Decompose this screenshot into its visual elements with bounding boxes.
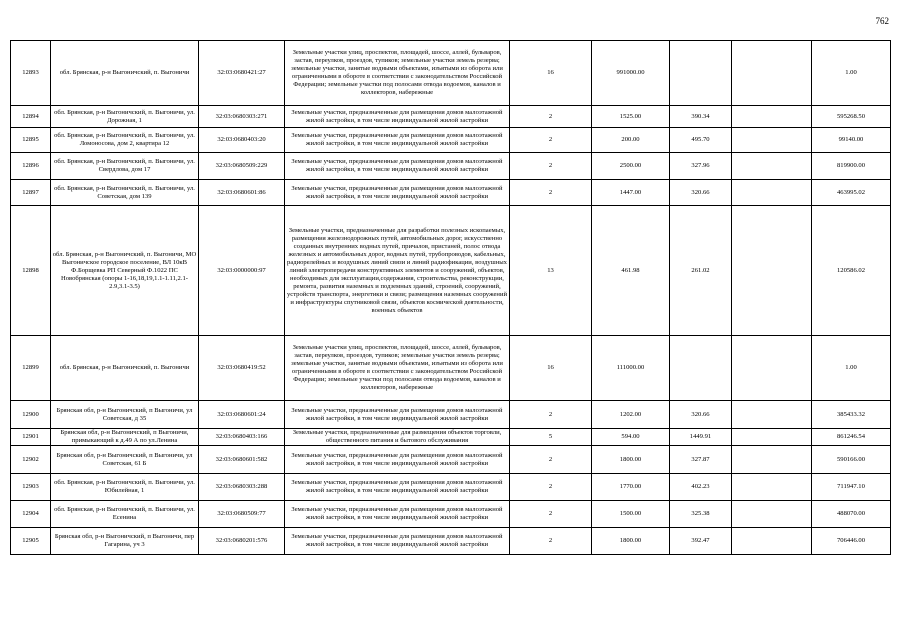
- cadastral-value-table: [10, 40, 891, 555]
- cadastral-value-cell: 861246.54: [812, 429, 891, 446]
- cadastral-number-cell: 32:03:0680403:20: [199, 128, 285, 153]
- address-cell: обл. Брянская, р-н Выгоничский, п. Выгоничи, МО Выгоничское городское поселение, ВЛ 10кВ Ф.Борщевка РП Северный Ф.1022 ПС Новобрянская (опоры 1-16,18,19,1.1-1.11,2.1-2.9,3.1-3.5): [51, 206, 199, 336]
- row-number: 12901: [11, 429, 51, 446]
- address-cell: обл. Брянская, р-н Выгоничский, п. Выгоничи, ул. Есенина: [51, 501, 199, 528]
- area-cell: 1770.00: [592, 474, 670, 501]
- cadastral-number-cell: 32:03:0680403:166: [199, 429, 285, 446]
- land-use-cell: Земельные участки, предназначенные для размещения объектов торговли, общественного питания и бытового обслуживания: [285, 429, 510, 446]
- cadastral-number-cell: 32:03:0680601:86: [199, 180, 285, 206]
- group-cell: 2: [510, 501, 592, 528]
- page-number: 762: [875, 16, 889, 26]
- area-cell: 461.98: [592, 206, 670, 336]
- table-row: [11, 106, 891, 128]
- specific-value-cell: 495.70: [670, 128, 732, 153]
- group-cell: 2: [510, 153, 592, 180]
- table-row: [11, 336, 891, 401]
- row-number: 12897: [11, 180, 51, 206]
- land-use-cell: Земельные участки улиц, проспектов, площадей, шоссе, аллей, бульваров, застав, переулков, проездов, тупиков; земельные участки земель резерва; земельные участки, занятые водными объектами, изъятыми из оборота или ограниченными в обороте в соответствии с законодательством Российской Федерации; земельные участки под полосами отвода водоемов, каналов и коллекторов, набережные: [285, 41, 510, 106]
- area-cell: 1202.00: [592, 401, 670, 429]
- table-row: [11, 180, 891, 206]
- cadastral-value-cell: 590166.00: [812, 446, 891, 474]
- land-use-cell: Земельные участки, предназначенные для размещения домов малоэтажной жилой застройки, в том числе индивидуальной жилой застройки: [285, 106, 510, 128]
- cadastral-number-cell: 32:03:0680419:52: [199, 336, 285, 401]
- address-cell: Брянская обл, р-н Выгоничский, п Выгоничи, ул Советская, 61 Б: [51, 446, 199, 474]
- address-cell: обл. Брянская, р-н Выгоничский, п. Выгоничи: [51, 41, 199, 106]
- area-cell: 200.00: [592, 128, 670, 153]
- row-number: 12904: [11, 501, 51, 528]
- area-cell: 1800.00: [592, 528, 670, 555]
- table-row: [11, 153, 891, 180]
- row-number: 12900: [11, 401, 51, 429]
- area-cell: 1447.00: [592, 180, 670, 206]
- empty-cell: [732, 153, 812, 180]
- group-cell: 2: [510, 180, 592, 206]
- group-cell: 16: [510, 336, 592, 401]
- group-cell: 5: [510, 429, 592, 446]
- empty-cell: [732, 501, 812, 528]
- table-row: [11, 206, 891, 336]
- group-cell: 16: [510, 41, 592, 106]
- cadastral-value-cell: 819900.00: [812, 153, 891, 180]
- cadastral-value-cell: 706446.00: [812, 528, 891, 555]
- address-cell: обл. Брянская, р-н Выгоничский, п. Выгоничи, ул. Ломоносова, дом 2, квартира 12: [51, 128, 199, 153]
- cadastral-value-cell: 488070.00: [812, 501, 891, 528]
- land-use-cell: Земельные участки, предназначенные для размещения домов малоэтажной жилой застройки, в том числе индивидуальной жилой застройки: [285, 474, 510, 501]
- specific-value-cell: 325.38: [670, 501, 732, 528]
- land-use-cell: Земельные участки, предназначенные для разработки полезных ископаемых, размещения железнодорожных путей, автомобильных дорог, искусственно созданных внутренних водных путей, причалов, пристаней, полос отвода железных и автомобильных дорог, водных путей, трубопроводов, кабельных, радиорелейных и воздушных линий связи и линий радиофикации, воздушных линий электропередачи конструктивных элементов и сооружений, объектов, необходимых для эксплуатации,содержания, строительства, реконструкции, ремонта, развития наземных и подземных зданий, строений, сооружений, устройств транспорта, энергетики и связи; размещения наземных сооружений и инфраструктуры спутниковой связи, объектов космической деятельности, военных объектов: [285, 206, 510, 336]
- empty-cell: [732, 206, 812, 336]
- specific-value-cell: [670, 41, 732, 106]
- cadastral-value-cell: 120586.02: [812, 206, 891, 336]
- table-row: [11, 128, 891, 153]
- table-row: [11, 446, 891, 474]
- group-cell: 2: [510, 474, 592, 501]
- address-cell: Брянская обл, р-н Выгоничский, п Выгоничи, пер Гагарина, уч 3: [51, 528, 199, 555]
- group-cell: 2: [510, 401, 592, 429]
- table-row: [11, 429, 891, 446]
- cadastral-value-cell: 463995.02: [812, 180, 891, 206]
- group-cell: 2: [510, 446, 592, 474]
- cadastral-value-cell: 1.00: [812, 336, 891, 401]
- cadastral-number-cell: 32:03:0680201:576: [199, 528, 285, 555]
- empty-cell: [732, 336, 812, 401]
- row-number: 12895: [11, 128, 51, 153]
- specific-value-cell: 390.34: [670, 106, 732, 128]
- land-use-cell: Земельные участки, предназначенные для размещения домов малоэтажной жилой застройки, в том числе индивидуальной жилой застройки: [285, 128, 510, 153]
- table-row: [11, 401, 891, 429]
- group-cell: 2: [510, 528, 592, 555]
- cadastral-value-cell: 385433.32: [812, 401, 891, 429]
- row-number: 12905: [11, 528, 51, 555]
- group-cell: 2: [510, 128, 592, 153]
- address-cell: Брянская обл, р-н Выгоничский, п Выгоничи, примыкающий к д.49 А по ул.Ленина: [51, 429, 199, 446]
- area-cell: 1500.00: [592, 501, 670, 528]
- land-use-cell: Земельные участки, предназначенные для размещения домов малоэтажной жилой застройки, в том числе индивидуальной жилой застройки: [285, 153, 510, 180]
- specific-value-cell: [670, 336, 732, 401]
- row-number: 12902: [11, 446, 51, 474]
- cadastral-number-cell: 32:03:0680509:229: [199, 153, 285, 180]
- cadastral-number-cell: 32:03:0680303:271: [199, 106, 285, 128]
- area-cell: 2500.00: [592, 153, 670, 180]
- land-use-cell: Земельные участки, предназначенные для размещения домов малоэтажной жилой застройки, в том числе индивидуальной жилой застройки: [285, 401, 510, 429]
- table-row: [11, 474, 891, 501]
- empty-cell: [732, 401, 812, 429]
- row-number: 12903: [11, 474, 51, 501]
- empty-cell: [732, 106, 812, 128]
- specific-value-cell: 327.87: [670, 446, 732, 474]
- specific-value-cell: 327.96: [670, 153, 732, 180]
- specific-value-cell: 320.66: [670, 401, 732, 429]
- table-row: [11, 501, 891, 528]
- cadastral-number-cell: 32:03:0000000:97: [199, 206, 285, 336]
- table-row: [11, 528, 891, 555]
- cadastral-number-cell: 32:03:0680303:288: [199, 474, 285, 501]
- cadastral-value-cell: 1.00: [812, 41, 891, 106]
- area-cell: 991000.00: [592, 41, 670, 106]
- row-number: 12899: [11, 336, 51, 401]
- cadastral-value-cell: 595268.50: [812, 106, 891, 128]
- empty-cell: [732, 429, 812, 446]
- land-use-cell: Земельные участки, предназначенные для размещения домов малоэтажной жилой застройки, в том числе индивидуальной жилой застройки: [285, 180, 510, 206]
- address-cell: обл. Брянская, р-н Выгоничский, п. Выгоничи, ул. Советская, дом 139: [51, 180, 199, 206]
- empty-cell: [732, 446, 812, 474]
- area-cell: 111000.00: [592, 336, 670, 401]
- land-use-cell: Земельные участки, предназначенные для размещения домов малоэтажной жилой застройки, в том числе индивидуальной жилой застройки: [285, 501, 510, 528]
- group-cell: 13: [510, 206, 592, 336]
- land-use-cell: Земельные участки, предназначенные для размещения домов малоэтажной жилой застройки, в том числе индивидуальной жилой застройки: [285, 528, 510, 555]
- row-number: 12893: [11, 41, 51, 106]
- cadastral-number-cell: 32:03:0680509:77: [199, 501, 285, 528]
- specific-value-cell: 402.23: [670, 474, 732, 501]
- cadastral-value-cell: 99140.00: [812, 128, 891, 153]
- land-use-cell: Земельные участки улиц, проспектов, площадей, шоссе, аллей, бульваров, застав, переулков, проездов, тупиков; земельные участки земель резерва; земельные участки, занятые водными объектами, изъятыми из оборота или ограниченными в обороте в соответствии с законодательством Российской Федерации; земельные участки под полосами отвода водоемов, каналов и коллекторов, набережные: [285, 336, 510, 401]
- cadastral-number-cell: 32:03:0680601:582: [199, 446, 285, 474]
- area-cell: 594.00: [592, 429, 670, 446]
- empty-cell: [732, 180, 812, 206]
- address-cell: обл. Брянская, р-н Выгоничский, п. Выгоничи, ул. Юбилейная, 1: [51, 474, 199, 501]
- specific-value-cell: 320.66: [670, 180, 732, 206]
- address-cell: обл. Брянская, р-н Выгоничский, п. Выгоничи, ул. Дорожная, 1: [51, 106, 199, 128]
- cadastral-number-cell: 32:03:0680601:24: [199, 401, 285, 429]
- empty-cell: [732, 41, 812, 106]
- row-number: 12894: [11, 106, 51, 128]
- area-cell: 1800.00: [592, 446, 670, 474]
- address-cell: обл. Брянская, р-н Выгоничский, п. Выгоничи: [51, 336, 199, 401]
- cadastral-value-cell: 711947.10: [812, 474, 891, 501]
- table-row: [11, 41, 891, 106]
- specific-value-cell: 261.02: [670, 206, 732, 336]
- row-number: 12898: [11, 206, 51, 336]
- row-number: 12896: [11, 153, 51, 180]
- area-cell: 1525.00: [592, 106, 670, 128]
- empty-cell: [732, 474, 812, 501]
- cadastral-number-cell: 32:03:0680421:27: [199, 41, 285, 106]
- group-cell: 2: [510, 106, 592, 128]
- specific-value-cell: 1449.91: [670, 429, 732, 446]
- address-cell: обл. Брянская, р-н Выгоничский, п. Выгоничи, ул. Свердлова, дом 17: [51, 153, 199, 180]
- specific-value-cell: 392.47: [670, 528, 732, 555]
- empty-cell: [732, 528, 812, 555]
- empty-cell: [732, 128, 812, 153]
- address-cell: Брянская обл, р-н Выгоничский, п Выгоничи, ул Советская, д 35: [51, 401, 199, 429]
- land-use-cell: Земельные участки, предназначенные для размещения домов малоэтажной жилой застройки, в том числе индивидуальной жилой застройки: [285, 446, 510, 474]
